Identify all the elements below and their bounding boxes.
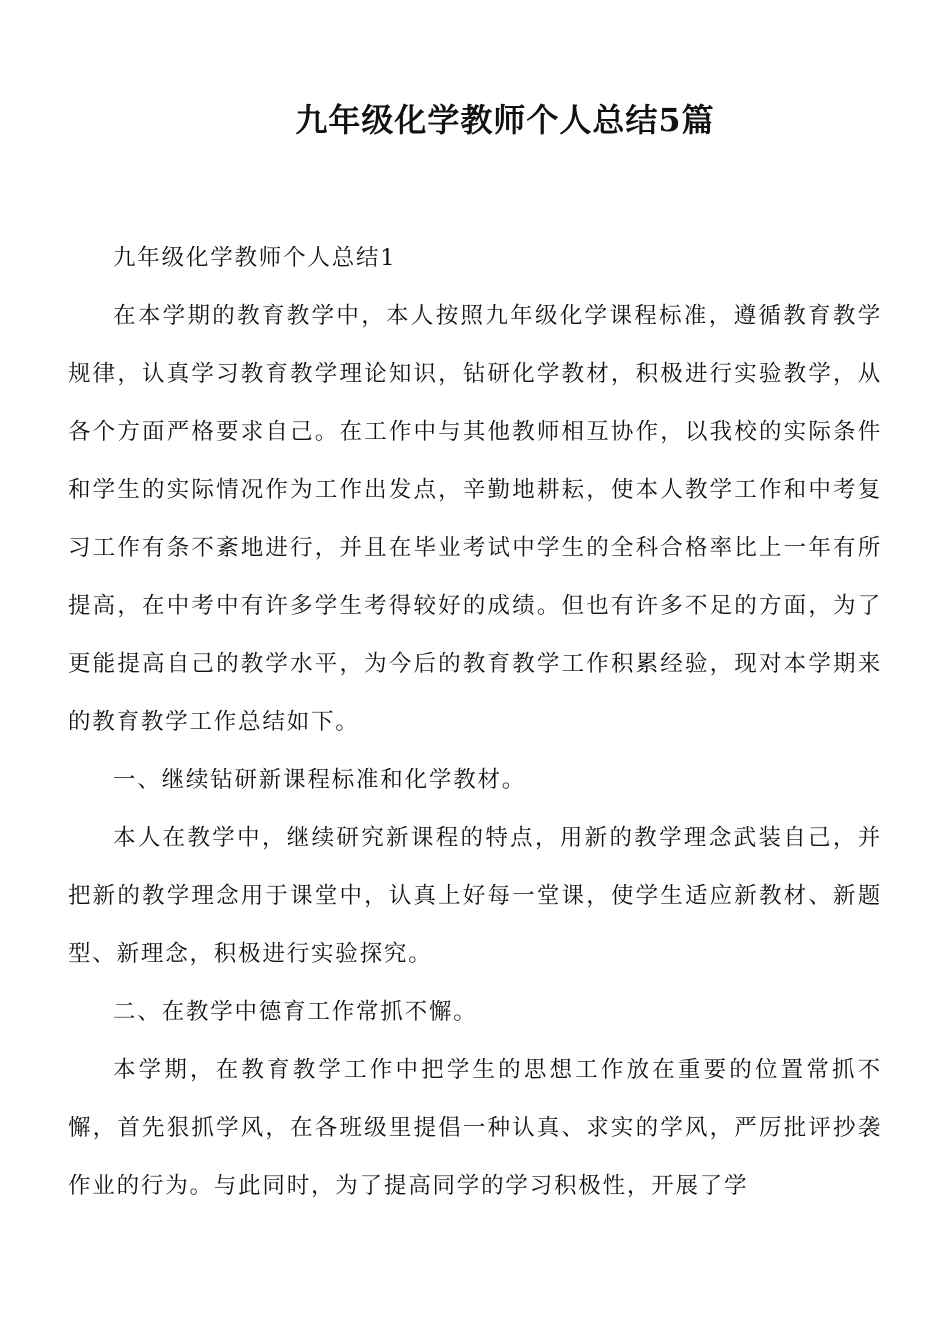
document-title: 九年级化学教师个人总结5篇 xyxy=(295,101,715,139)
section-heading-summary-1: 九年级化学教师个人总结1 xyxy=(113,245,397,271)
paragraph-intro: 在本学期的教育教学中，本人按照九年级化学课程标准，遵循教育教学规律，认真学习教育教学理论知识，钻研化学教材，积极进行实验教学，从各个方面严格要求自己。在工作中与其他教师相互协作，以我校的实际条件和学生的实际情况作为工作出发点，辛勤地耕耘，使本人教学工作和中考复习工作有条不紊地进行，并且在毕业考试中学生的全科合格率比上一年有所提高，在中考中有许多学生考得较好的成绩。但也有许多不足的方面，为了更能提高自己的教学水平，为今后的教育教学工作积累经验，现对本学期来的教育教学工作总结如下。 xyxy=(68,303,882,735)
section-heading-moral-education: 二、在教学中德育工作常抓不懈。 xyxy=(113,999,478,1025)
paragraph-curriculum: 本人在教学中，继续研究新课程的特点，用新的教学理念武装自己，并把新的教学理念用于课堂中，认真上好每一堂课，使学生适应新教材、新题型、新理念，积极进行实验探究。 xyxy=(68,825,882,967)
paragraph-moral-education: 本学期，在教育教学工作中把学生的思想工作放在重要的位置常抓不懈，首先狠抓学风，在各班级里提倡一种认真、求实的学风，严厉批评抄袭作业的行为。与此同时，为了提高同学的学习积极性，开展了学 xyxy=(68,1057,882,1199)
document-body xyxy=(68,229,882,1215)
section-heading-curriculum: 一、继续钻研新课程标准和化学教材。 xyxy=(113,767,527,793)
